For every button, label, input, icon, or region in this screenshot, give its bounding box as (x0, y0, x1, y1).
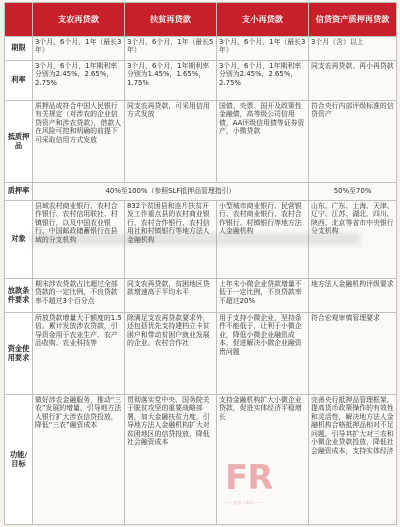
cell: 除满足支农再贷款要求外，还包括优先支持建档立卡贫困户和带动贫困户就业发展的企业、农村合作社 (125, 313, 217, 395)
blurred-overlay-band (30, 233, 360, 245)
cell: 3个月，6个月，1年（最长3年） (217, 37, 309, 61)
cell: 国债、央票、国开及政策性金融债，高等级公司信用债，AA评级信用债等证券资产，小微贷款 (217, 101, 309, 183)
cell: 完善央行抵押品管理框架，提高货币政策操作的有效性和灵活性，解决地方法人金融机构合格抵押品相对不足问题，引导其扩大对三农和小微企业贷款投放，降低社会融资成本，支持实体经济 (309, 395, 397, 525)
cell: 所放贷款增量大于额度的1.5倍。累计发放涉农贷款，引导资金用于农业生产、农产品收购、农业科技等 (33, 313, 125, 395)
cell: 地方法人金融机构评级要求 (309, 279, 397, 313)
cell: 同支农再贷款、再小再贷款 (309, 61, 397, 101)
cell: 3个月，6个月，1年期利率分别为1.45%，1.65%，1.75% (125, 61, 217, 101)
header-zhinong: 支农再贷款 (33, 3, 125, 37)
table-row (5, 313, 397, 395)
header-xindai: 信贷资产质押再贷款 (309, 3, 397, 37)
cell: 山东、广东、上海、天津、辽宁、江苏、湖北、四川、陕西、北京等省市中央银行分支机构 (309, 201, 397, 279)
table-row (5, 279, 397, 313)
cell: 做好涉农金融服务，推动“三农”发展的增量，引导地方法人银行扩大涉农信贷投放，降低“三农”融资成本 (33, 395, 125, 525)
cell: 50%至70% (309, 183, 397, 201)
table-row (5, 101, 397, 183)
row-label-function: 功能/目标 (5, 395, 33, 525)
watermark-subtext: —— 金融二维码 —— (224, 500, 263, 505)
cell: 3个月，6个月，1年（最长3年） (33, 37, 125, 61)
corner-cell (5, 3, 33, 37)
cell: 符合央行内部评级标准的信贷资产 (309, 101, 397, 183)
table-row (5, 37, 397, 61)
header-fupin: 扶贫再贷款 (125, 3, 217, 37)
cell: 质押品或符合中国人民银行有关规定（对涉农的企业信贷资产和涉农贷款），借款人在风险可控和明确的前提下可采取信用方式发放 (33, 101, 125, 183)
cell: 小型城市商业银行、民营银行、农村商业银行、农村合作银行、村镇银行等地方法人金融机构 (217, 201, 309, 279)
cell: 同支农再贷款，可采用信用方式发放 (125, 101, 217, 183)
fr-watermark-logo: FR (225, 458, 273, 498)
cell-merged: 40%至100%（参照SLF抵押品管理指引） (33, 183, 309, 201)
comparison-table (4, 2, 397, 525)
cell: 同支农再贷款，贫困地区贷款增速高于平均水平 (125, 279, 217, 313)
cell: 3个月，6个月，1年期利率分别为2.45%，2.65%，2.75% (217, 61, 309, 101)
cell: 贯彻落实党中央、国务院关于脱贫攻坚的重要战略部署，加大金融扶贫力度，引导地方法人金融机构扩大对贫困地区的信贷投放，降低社会融资成本 (125, 395, 217, 525)
cell: 符合宏观审慎管理要求 (309, 313, 397, 395)
cell: 3个月，6个月，1年（最长5年） (125, 37, 217, 61)
cell: 上年末小微企业贷款增量不低于一定比例，不良贷款率不超过20% (217, 279, 309, 313)
cell: 支持金融机构扩大小微企业贷款，促进实体经济平稳增长 (217, 395, 309, 525)
row-label-term: 期限 (5, 37, 33, 61)
cell: 832个贫困县和连片扶贫开发工作重点县的农村商业银行、农村合作银行、农村信用社和村镇银行等地方法人金融机构 (125, 201, 217, 279)
cell: 期末涉农贷款占比超过全部贷款的一定比例，不良贷款率不超过3个百分点 (33, 279, 125, 313)
cell: 3个月（含）以上 (309, 37, 397, 61)
row-label-collateral: 抵质押品 (5, 101, 33, 183)
row-label-rate: 利率 (5, 61, 33, 101)
row-label-conditions: 放款条件要求 (5, 279, 33, 313)
table-row (5, 61, 397, 101)
row-label-haircut: 质押率 (5, 183, 33, 201)
table-row (5, 183, 397, 201)
cell: 3个月，6个月，1年期利率分别为2.45%，2.65%，2.75% (33, 61, 125, 101)
row-label-target: 对象 (5, 201, 33, 279)
cell: 用于支持小微企业，坚持条件不能低于，让利于小微企业，降低小微企业融资成本，促进解决小微企业融资贵问题 (217, 313, 309, 395)
header-zhixiao: 支小再贷款 (217, 3, 309, 37)
cell: 县域农村商业银行、农村合作银行、农村信用联社、村镇银行，以及中国农业银行、中国邮政储蓄银行在县域的分支机构 (33, 201, 125, 279)
row-label-usage: 资金使用要求 (5, 313, 33, 395)
